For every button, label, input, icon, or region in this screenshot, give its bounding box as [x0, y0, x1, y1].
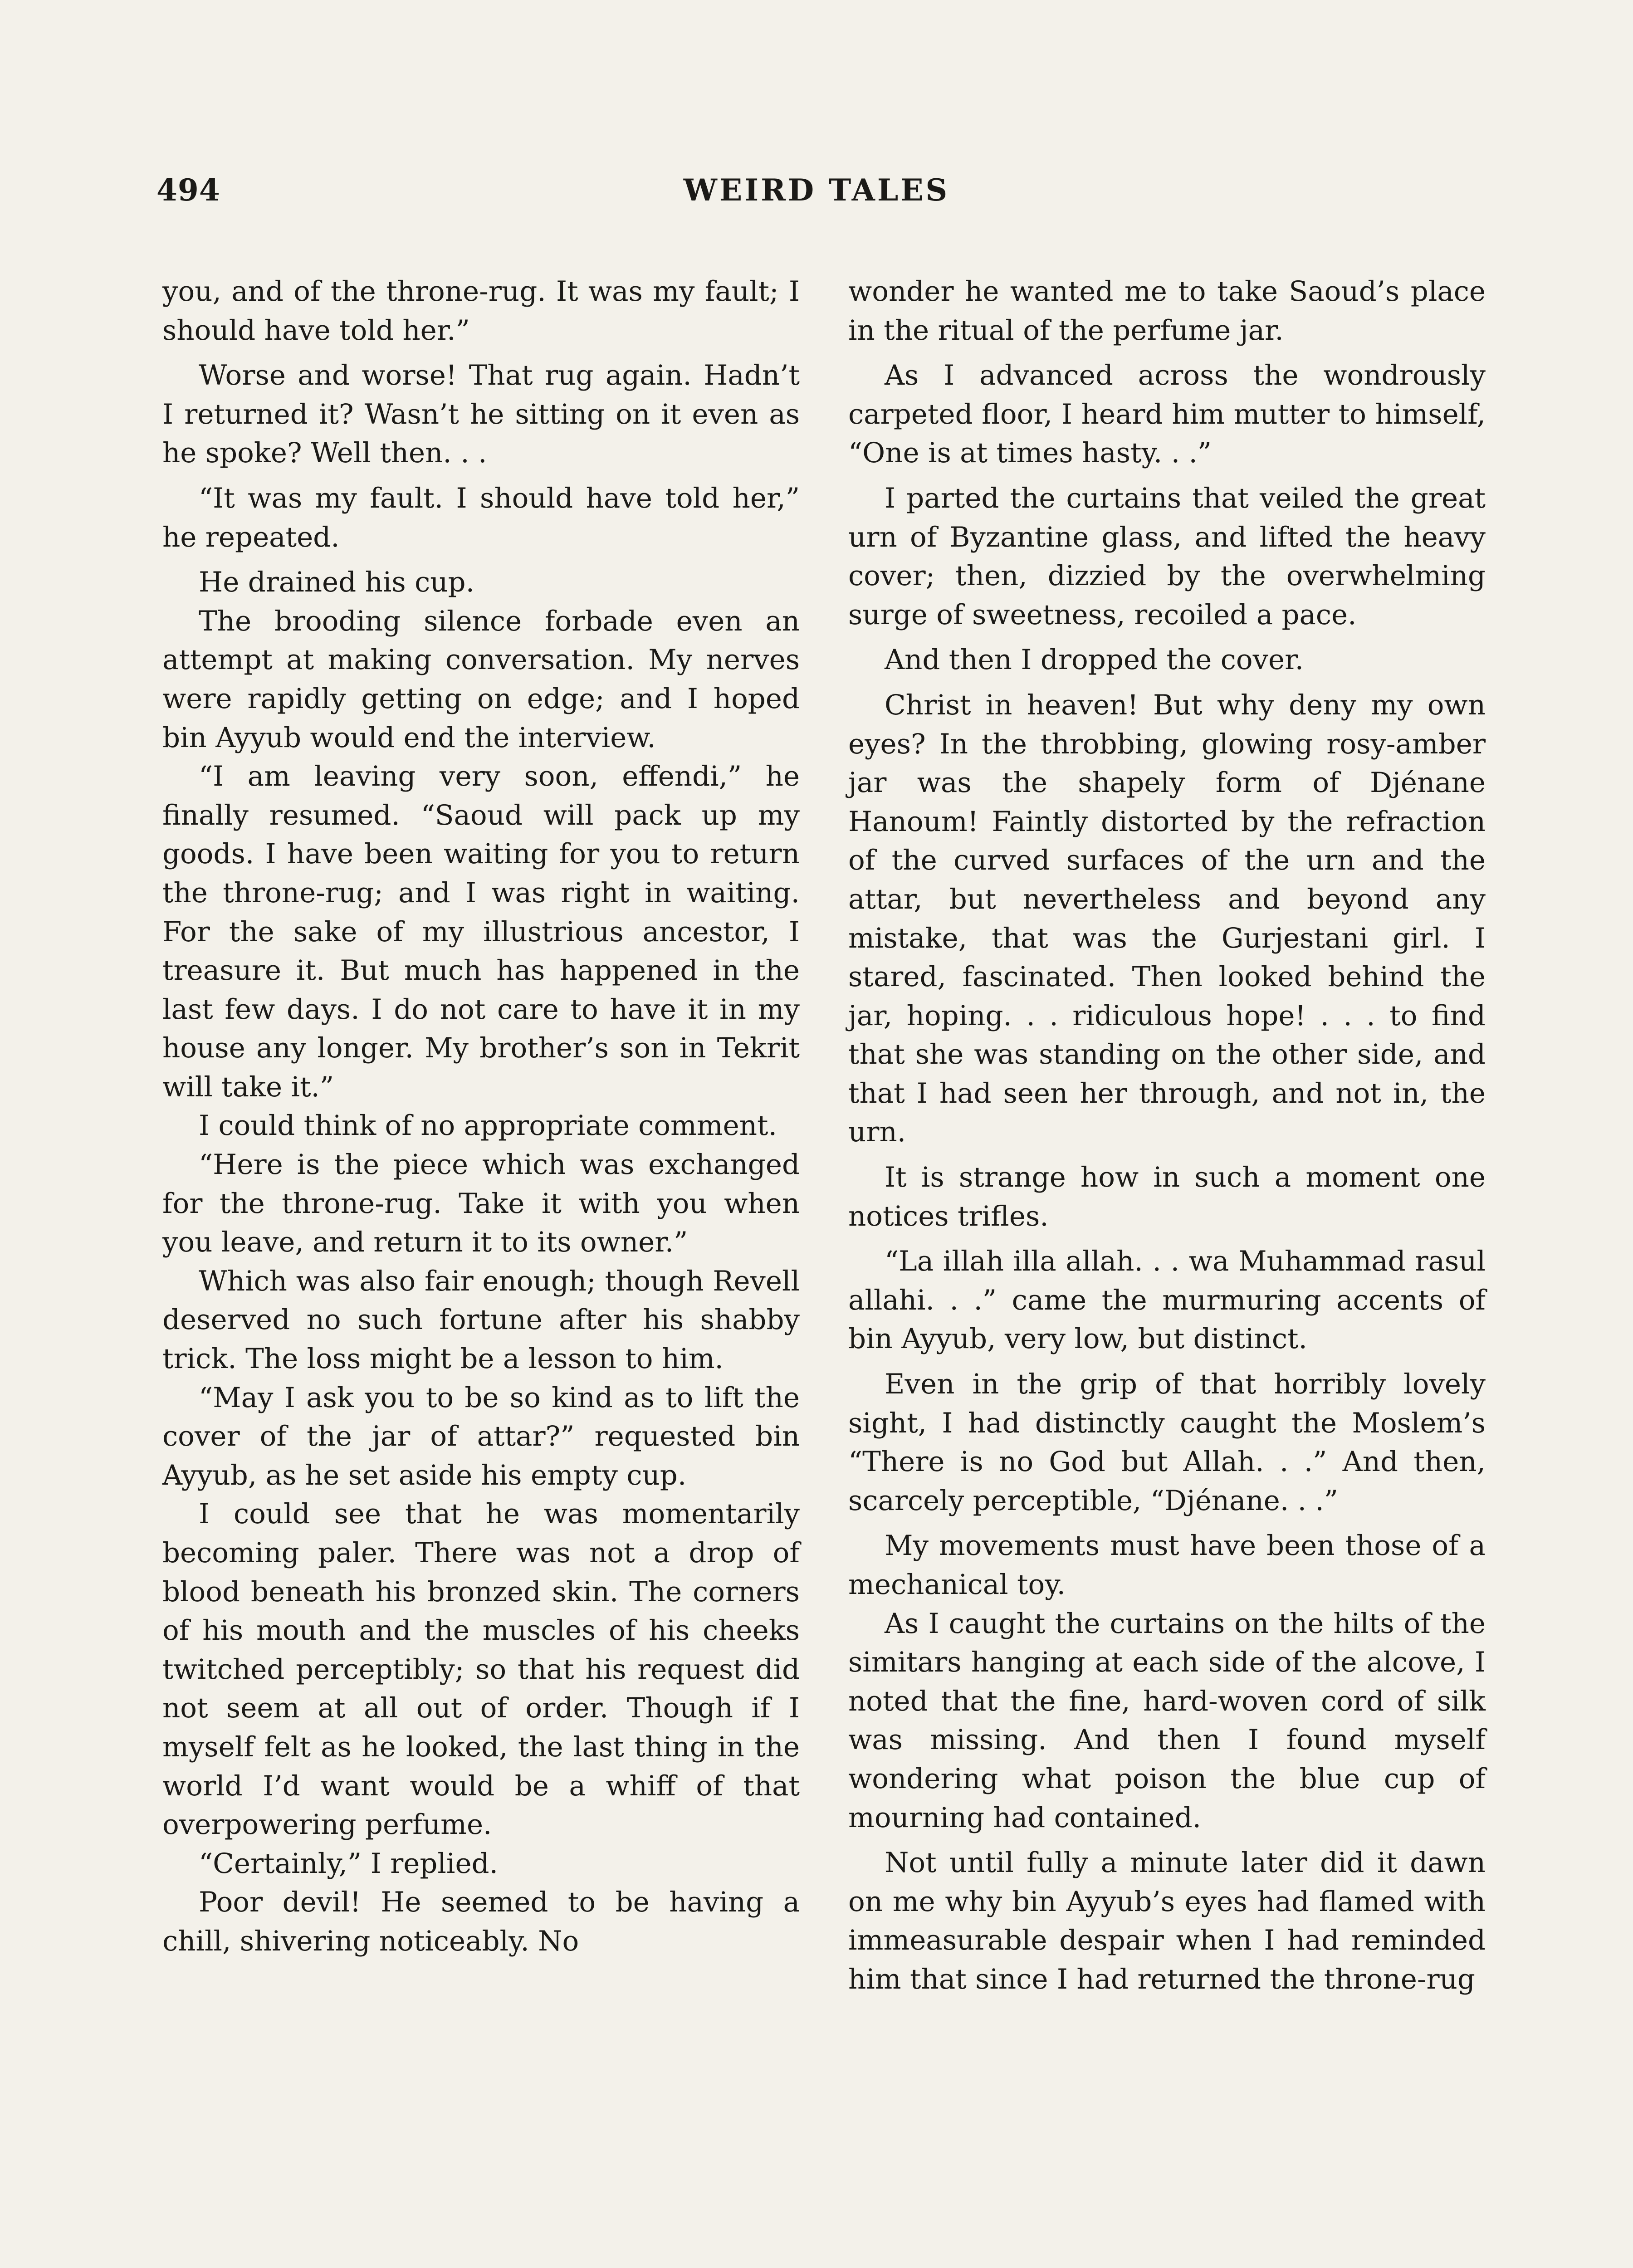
paragraph: Which was also fair enough; though Revell deserved no such fortune after his shabby trick. The loss might be a lesson to him.: [162, 1265, 800, 1375]
page-number: 494: [156, 172, 220, 208]
paragraph: “I am leaving very soon, effendi,” he finally resumed. “Saoud will pack up my goods. I have been waiting for you to return the throne-rug; and I was right in waiting. For the sake of my illustrious ancestor, I treasure it. But much has happened in the last few days. I do not care to have it in my house any longer. My brother’s son in Tekrit will take it.”: [162, 760, 800, 1103]
paragraph: “It was my fault. I should have told her,” he repeated.: [162, 482, 800, 553]
running-head: WEIRD TALES: [683, 172, 950, 208]
paragraph: “Certainly,” I replied.: [199, 1847, 498, 1880]
paragraph: you, and of the throne-rug. It was my fault; I should have told her.”: [162, 275, 800, 347]
text-column-right: [848, 272, 1486, 1999]
paragraph: “Here is the piece which was exchanged for the throne-rug. Take it with you when you leave, and return it to its owner.”: [162, 1149, 800, 1259]
paragraph: Worse and worse! That rug again. Hadn’t I returned it? Wasn’t he sitting on it even as he spoke? Well then. . .: [162, 359, 800, 469]
paragraph: Not until fully a minute later did it dawn on me why bin Ayyub’s eyes had flamed with immeasurable despair when I had reminded him that since I had returned the throne-rug: [848, 1847, 1486, 1995]
paragraph: He drained his cup.: [199, 566, 474, 599]
paragraph: Even in the grip of that horribly lovely sight, I had distinctly caught the Moslem’s “There is no God but Allah. . .” And then, scarcely perceptible, “Djénane. . .”: [848, 1368, 1486, 1517]
paragraph: It is strange how in such a moment one notices trifles.: [848, 1161, 1486, 1232]
paragraph: As I advanced across the wondrously carpeted floor, I heard him mutter to himself, “One is at times hasty. . .”: [848, 359, 1486, 469]
paragraph: “May I ask you to be so kind as to lift the cover of the jar of attar?” requested bin Ayyub, as he set aside his empty cup.: [162, 1381, 800, 1491]
paragraph: My movements must have been those of a mechanical toy.: [848, 1530, 1486, 1601]
paragraph: wonder he wanted me to take Saoud’s place in the ritual of the perfume jar.: [848, 275, 1486, 347]
paragraph: I could see that he was momentarily becoming paler. There was not a drop of blood beneath his bronzed skin. The corners of his mouth and the muscles of his cheeks twitched perceptibly; so that his request did not seem at all out of order. Though if I myself felt as he looked, the last thing in the world I’d want would be a whiff of that overpowering perfume.: [162, 1498, 800, 1841]
paragraph: Christ in heaven! But why deny my own eyes? In the throbbing, glowing rosy-amber jar was the shapely form of Djénane Hanoum! Faintly distorted by the refraction of the curved surfaces of the urn and the attar, but nevertheless and beyond any mistake, that was the Gurjestani girl. I stared, fascinated. Then looked behind the jar, hoping. . . ridiculous hope! . . . to find that she was standing on the other side, and that I had seen her through, and not in, the urn.: [848, 689, 1486, 1149]
paragraph: And then I dropped the cover.: [885, 644, 1304, 676]
paragraph: I parted the curtains that veiled the great urn of Byzantine glass, and lifted the heavy cover; then, dizzied by the overwhelming surge of sweetness, recoiled a pace.: [848, 482, 1486, 631]
paragraph: I could think of no appropriate comment.: [199, 1110, 777, 1142]
paragraph: Poor devil! He seemed to be having a chill, shivering noticeably. No: [162, 1886, 800, 1957]
paragraph: The brooding silence forbade even an attempt at making conversation. My nerves were rapidly getting on edge; and I hoped bin Ayyub would end the interview.: [162, 605, 800, 754]
paragraph: As I caught the curtains on the hilts of the simitars hanging at each side of the alcove, I noted that the fine, hard-woven cord of silk was missing. And then I found myself wondering what poison the blue cup of mourning had contained.: [848, 1607, 1486, 1834]
text-column-left: [162, 272, 800, 1961]
paragraph: “La illah illa allah. . . wa Muhammad rasul allahi. . .” came the murmuring accents of bin Ayyub, very low, but distinct.: [848, 1245, 1486, 1355]
